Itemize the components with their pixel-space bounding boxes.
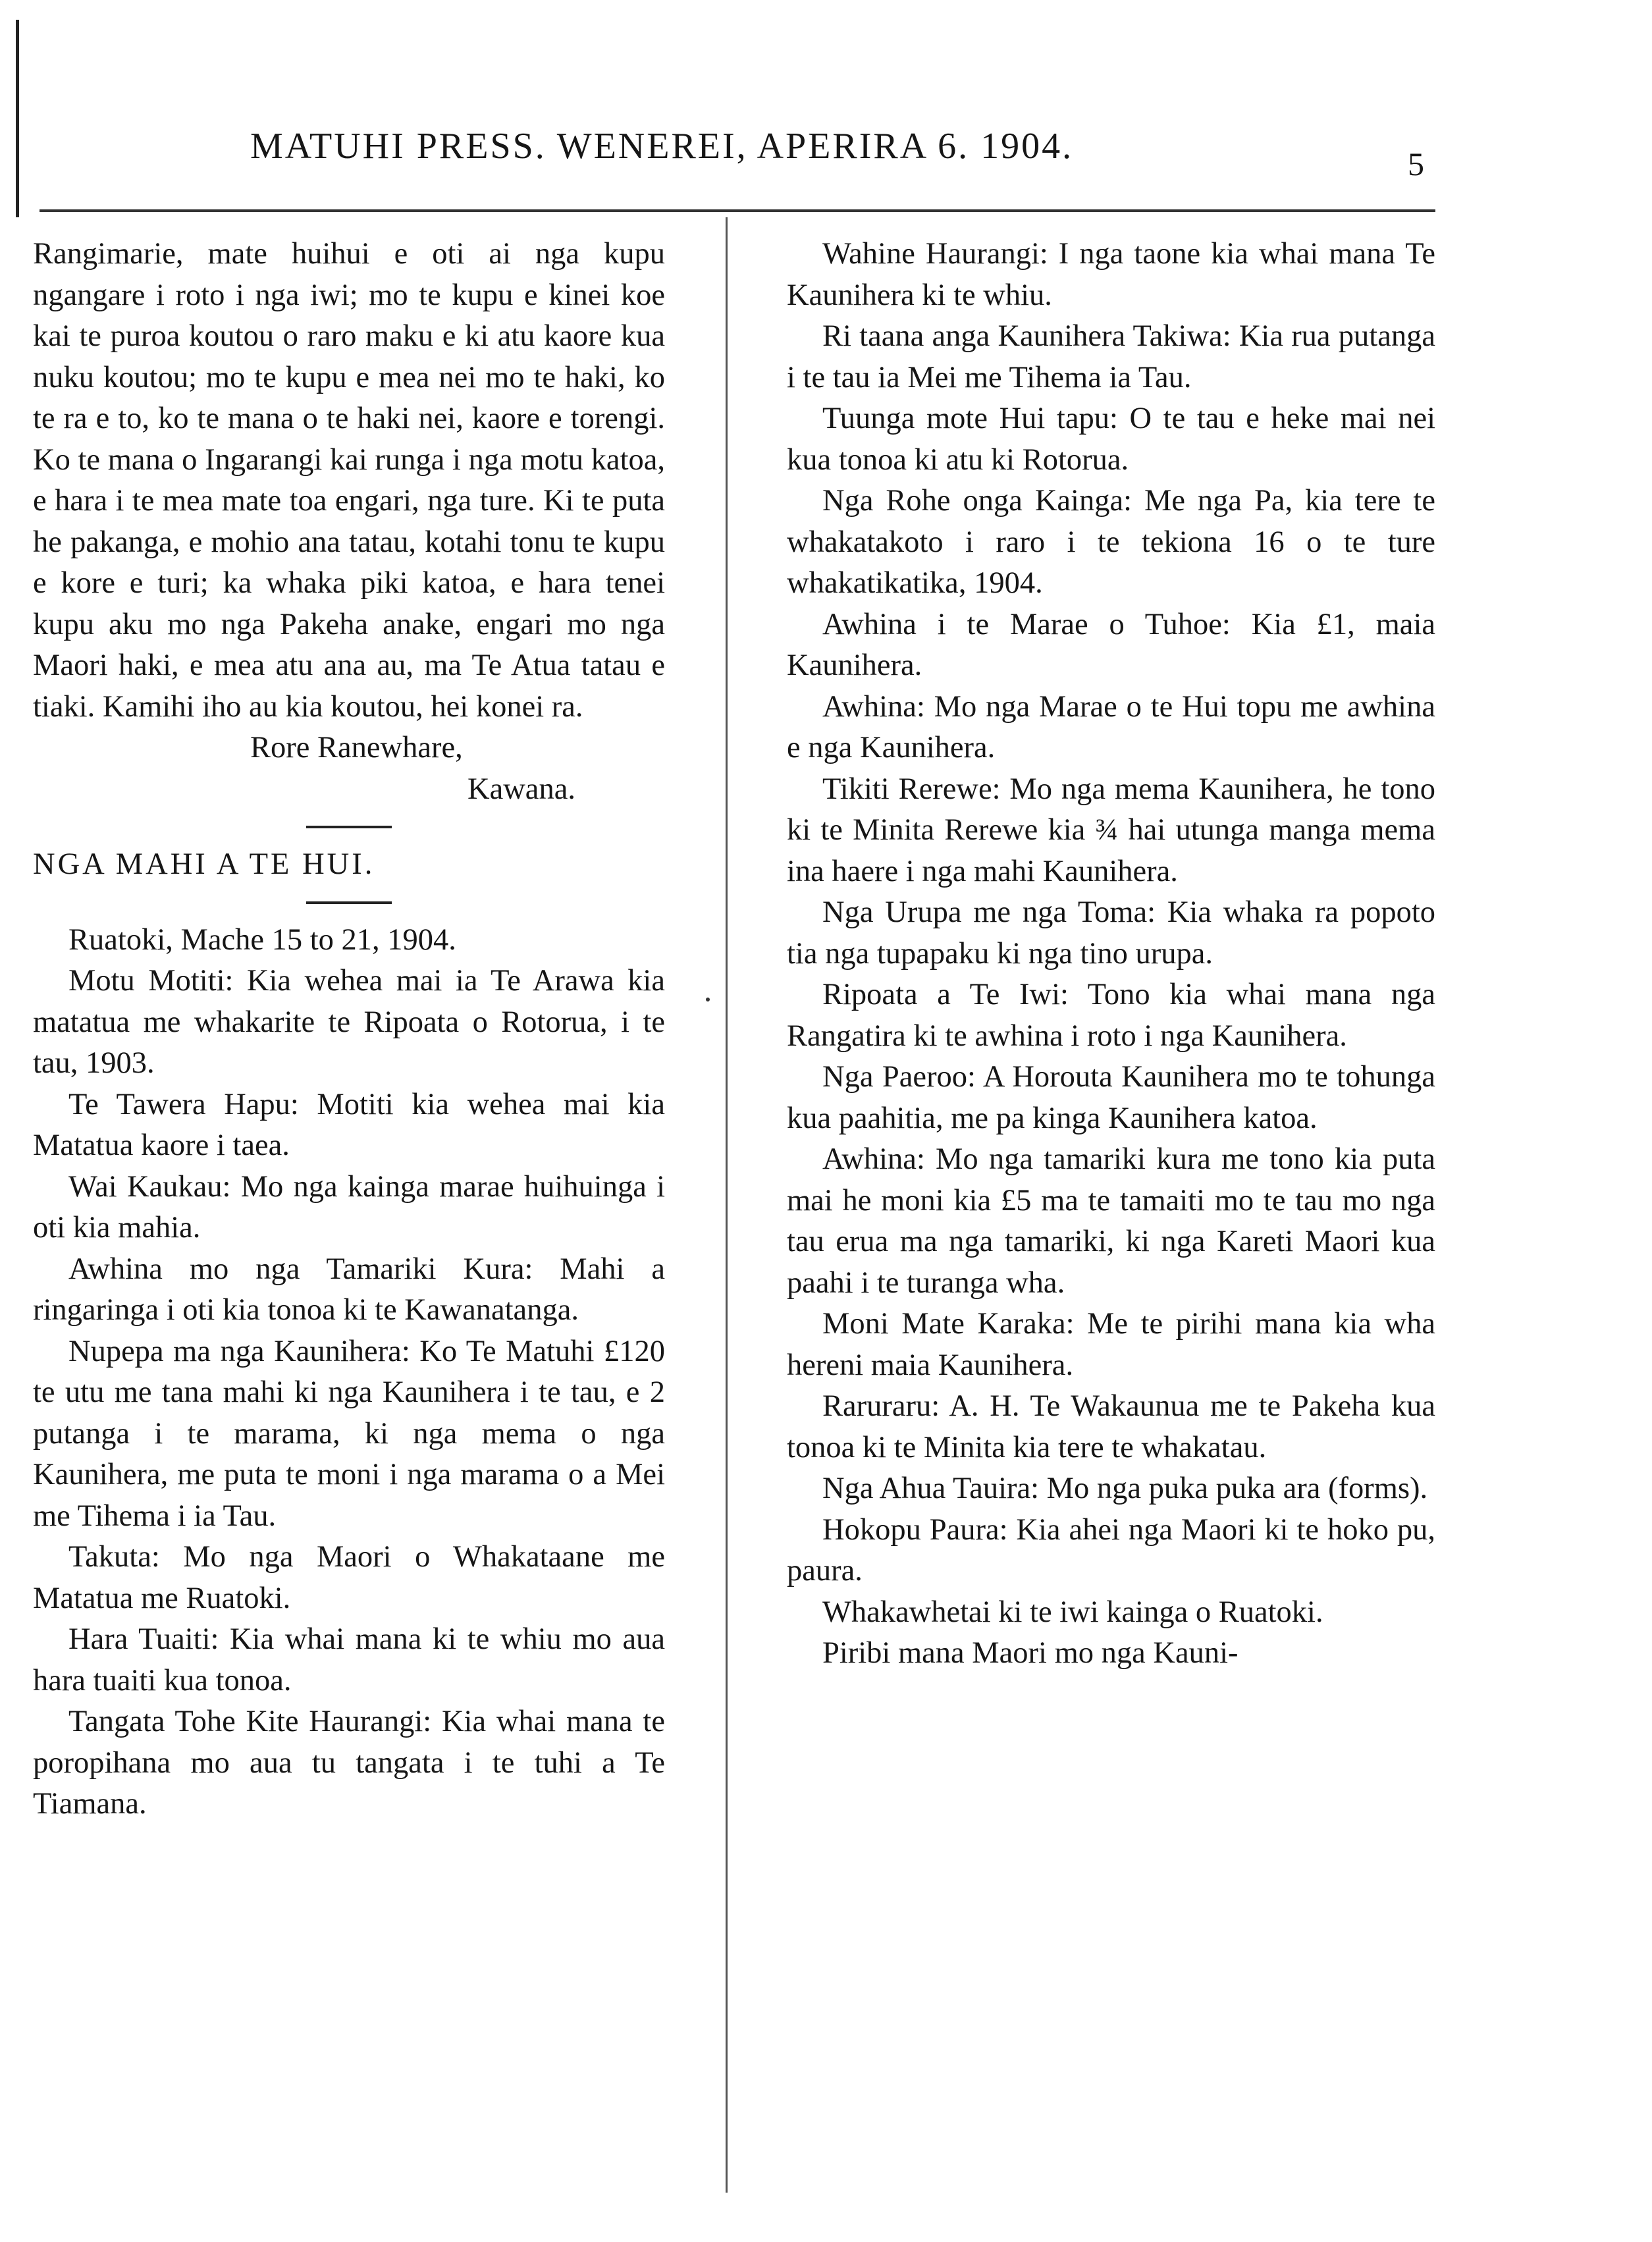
article-paragraph: Tangata Tohe Kite Haurangi: Kia whai mana te poropihana mo aua tu tangata i te tuhi a Te Tiamana.	[33, 1705, 665, 1821]
article-paragraph: Nga Urupa me nga Toma: Kia whaka ra popoto tia nga tupapaku ki nga tino urupa.	[787, 895, 1435, 971]
article-paragraph: Moni Mate Karaka: Me te pirihi mana kia wha hereni maia Kaunihera.	[787, 1307, 1435, 1382]
signature-title: Kawana.	[467, 772, 575, 806]
article-paragraph: Motu Motiti: Kia wehea mai ia Te Arawa kia matatua me whakarite te Ripoata o Rotorua, i te tau, 1903.	[33, 964, 665, 1080]
article-paragraph: Nga Ahua Tauira: Mo nga puka puka ara (forms).	[822, 1472, 1428, 1505]
section-rule-bottom	[306, 901, 392, 904]
page-number: 5	[1408, 146, 1424, 182]
article-paragraph: Te Tawera Hapu: Motiti kia wehea mai kia Matatua kaore i taea.	[33, 1087, 665, 1162]
right-column	[787, 234, 1435, 1674]
article-paragraph: Wahine Haurangi: I nga taone kia whai mana Te Kaunihera ki te whiu.	[787, 237, 1435, 312]
page-header	[0, 125, 1652, 198]
article-paragraph: Nga Paeroo: A Horouta Kaunihera mo te tohunga kua paahitia, me pa kinga Kaunihera katoa.	[787, 1060, 1435, 1135]
header-rule	[40, 209, 1435, 212]
article-paragraph: Raruraru: A. H. Te Wakaunua me te Pakeha kua tonoa ki te Minita kia tere te whakatau.	[787, 1389, 1435, 1464]
section-heading: NGA MAHI A TE HUI.	[33, 847, 375, 881]
article-paragraph: Tuunga mote Hui tapu: O te tau e heke mai nei kua tonoa ki atu ki Rotorua.	[787, 402, 1435, 477]
column-divider	[726, 217, 728, 2193]
left-column	[33, 234, 665, 1825]
running-title: MATUHI PRESS. WENEREI, APERIRA 6. 1904.	[250, 126, 1074, 167]
article-paragraph: Awhina mo nga Tamariki Kura: Mahi a ringaringa i oti kia tonoa ki te Kawanatanga.	[33, 1252, 665, 1327]
article-paragraph: Whakawhetai ki te iwi kainga o Ruatoki.	[822, 1595, 1323, 1629]
article-paragraph: Awhina: Mo nga Marae o te Hui topu me awhina e nga Kaunihera.	[787, 689, 1435, 764]
article-paragraph: Tikiti Rerewe: Mo nga mema Kaunihera, he tono ki te Minita Rerewe kia ¾ hai utunga manga mema ina haere i nga mahi Kaunihera.	[787, 772, 1435, 888]
article-paragraph: Ri taana anga Kaunihera Takiwa: Kia rua putanga i te tau ia Mei me Tihema ia Tau.	[787, 319, 1435, 394]
article-paragraph: Awhina: Mo nga tamariki kura me tono kia puta mai he moni kia £5 ma te tamaiti mo te tau mo nga tau erua ma nga tamariki, ki nga Kareti Maori kua paahi i te turanga wha.	[787, 1142, 1435, 1300]
signature-name: Rore Ranewhare,	[250, 731, 463, 764]
article-paragraph: Nga Rohe onga Kainga: Me nga Pa, kia tere te whakatakoto i raro i te tekiona 16 o te ture whakatikatika, 1904.	[787, 484, 1435, 600]
section-rule-top	[306, 826, 392, 828]
article-paragraph: Hara Tuaiti: Kia whai mana ki te whiu mo aua hara tuaiti kua tonoa.	[33, 1622, 665, 1697]
letter-body: Rangimarie, mate huihui e oti ai nga kupu ngangare i roto i nga iwi; mo te kupu e kinei koe kai te puroa koutou o raro maku e ki atu kaore kua nuku koutou; mo te kupu e mea nei mo te haki, ko te ra e to, ko te mana o te haki nei, kaore e torengi. Ko te mana o Ingarangi kai runga i nga motu katoa, e hara i te mea mate toa engari, nga ture. Ki te puta he pakanga, e mohio ana tatau, kotahi tonu te kupu e kore e turi; ka whaka piki katoa, e hara tenei kupu aku mo nga Pakeha anake, engari mo nga Maori haki, e mea atu ana au, ma Te Atua tatau e tiaki. Kamihi iho au kia koutou, hei konei ra.	[33, 237, 665, 724]
ink-dot	[706, 998, 710, 1001]
dateline: Ruatoki, Mache 15 to 21, 1904.	[68, 922, 456, 957]
article-paragraph: Takuta: Mo nga Maori o Whakataane me Matatua me Ruatoki.	[33, 1540, 665, 1615]
article-paragraph: Ripoata a Te Iwi: Tono kia whai mana nga Rangatira ki te awhina i roto i nga Kaunihera.	[787, 978, 1435, 1053]
article-paragraph: Awhina i te Marae o Tuhoe: Kia £1, maia Kaunihera.	[787, 607, 1435, 682]
article-paragraph: Wai Kaukau: Mo nga kainga marae huihuinga i oti kia mahia.	[33, 1169, 665, 1244]
article-paragraph: Piribi mana Maori mo nga Kauni-	[822, 1636, 1239, 1670]
article-paragraph: Nupepa ma nga Kaunihera: Ko Te Matuhi £120 te utu me tana mahi ki nga Kaunihera i te tau, e 2 putanga i te marama, ki nga mema o nga Kaunihera, me puta te moni i nga marama o a Mei me Tihema i ia Tau.	[33, 1334, 665, 1533]
article-paragraph: Hokopu Paura: Kia ahei nga Maori ki te hoko pu, paura.	[787, 1512, 1435, 1588]
